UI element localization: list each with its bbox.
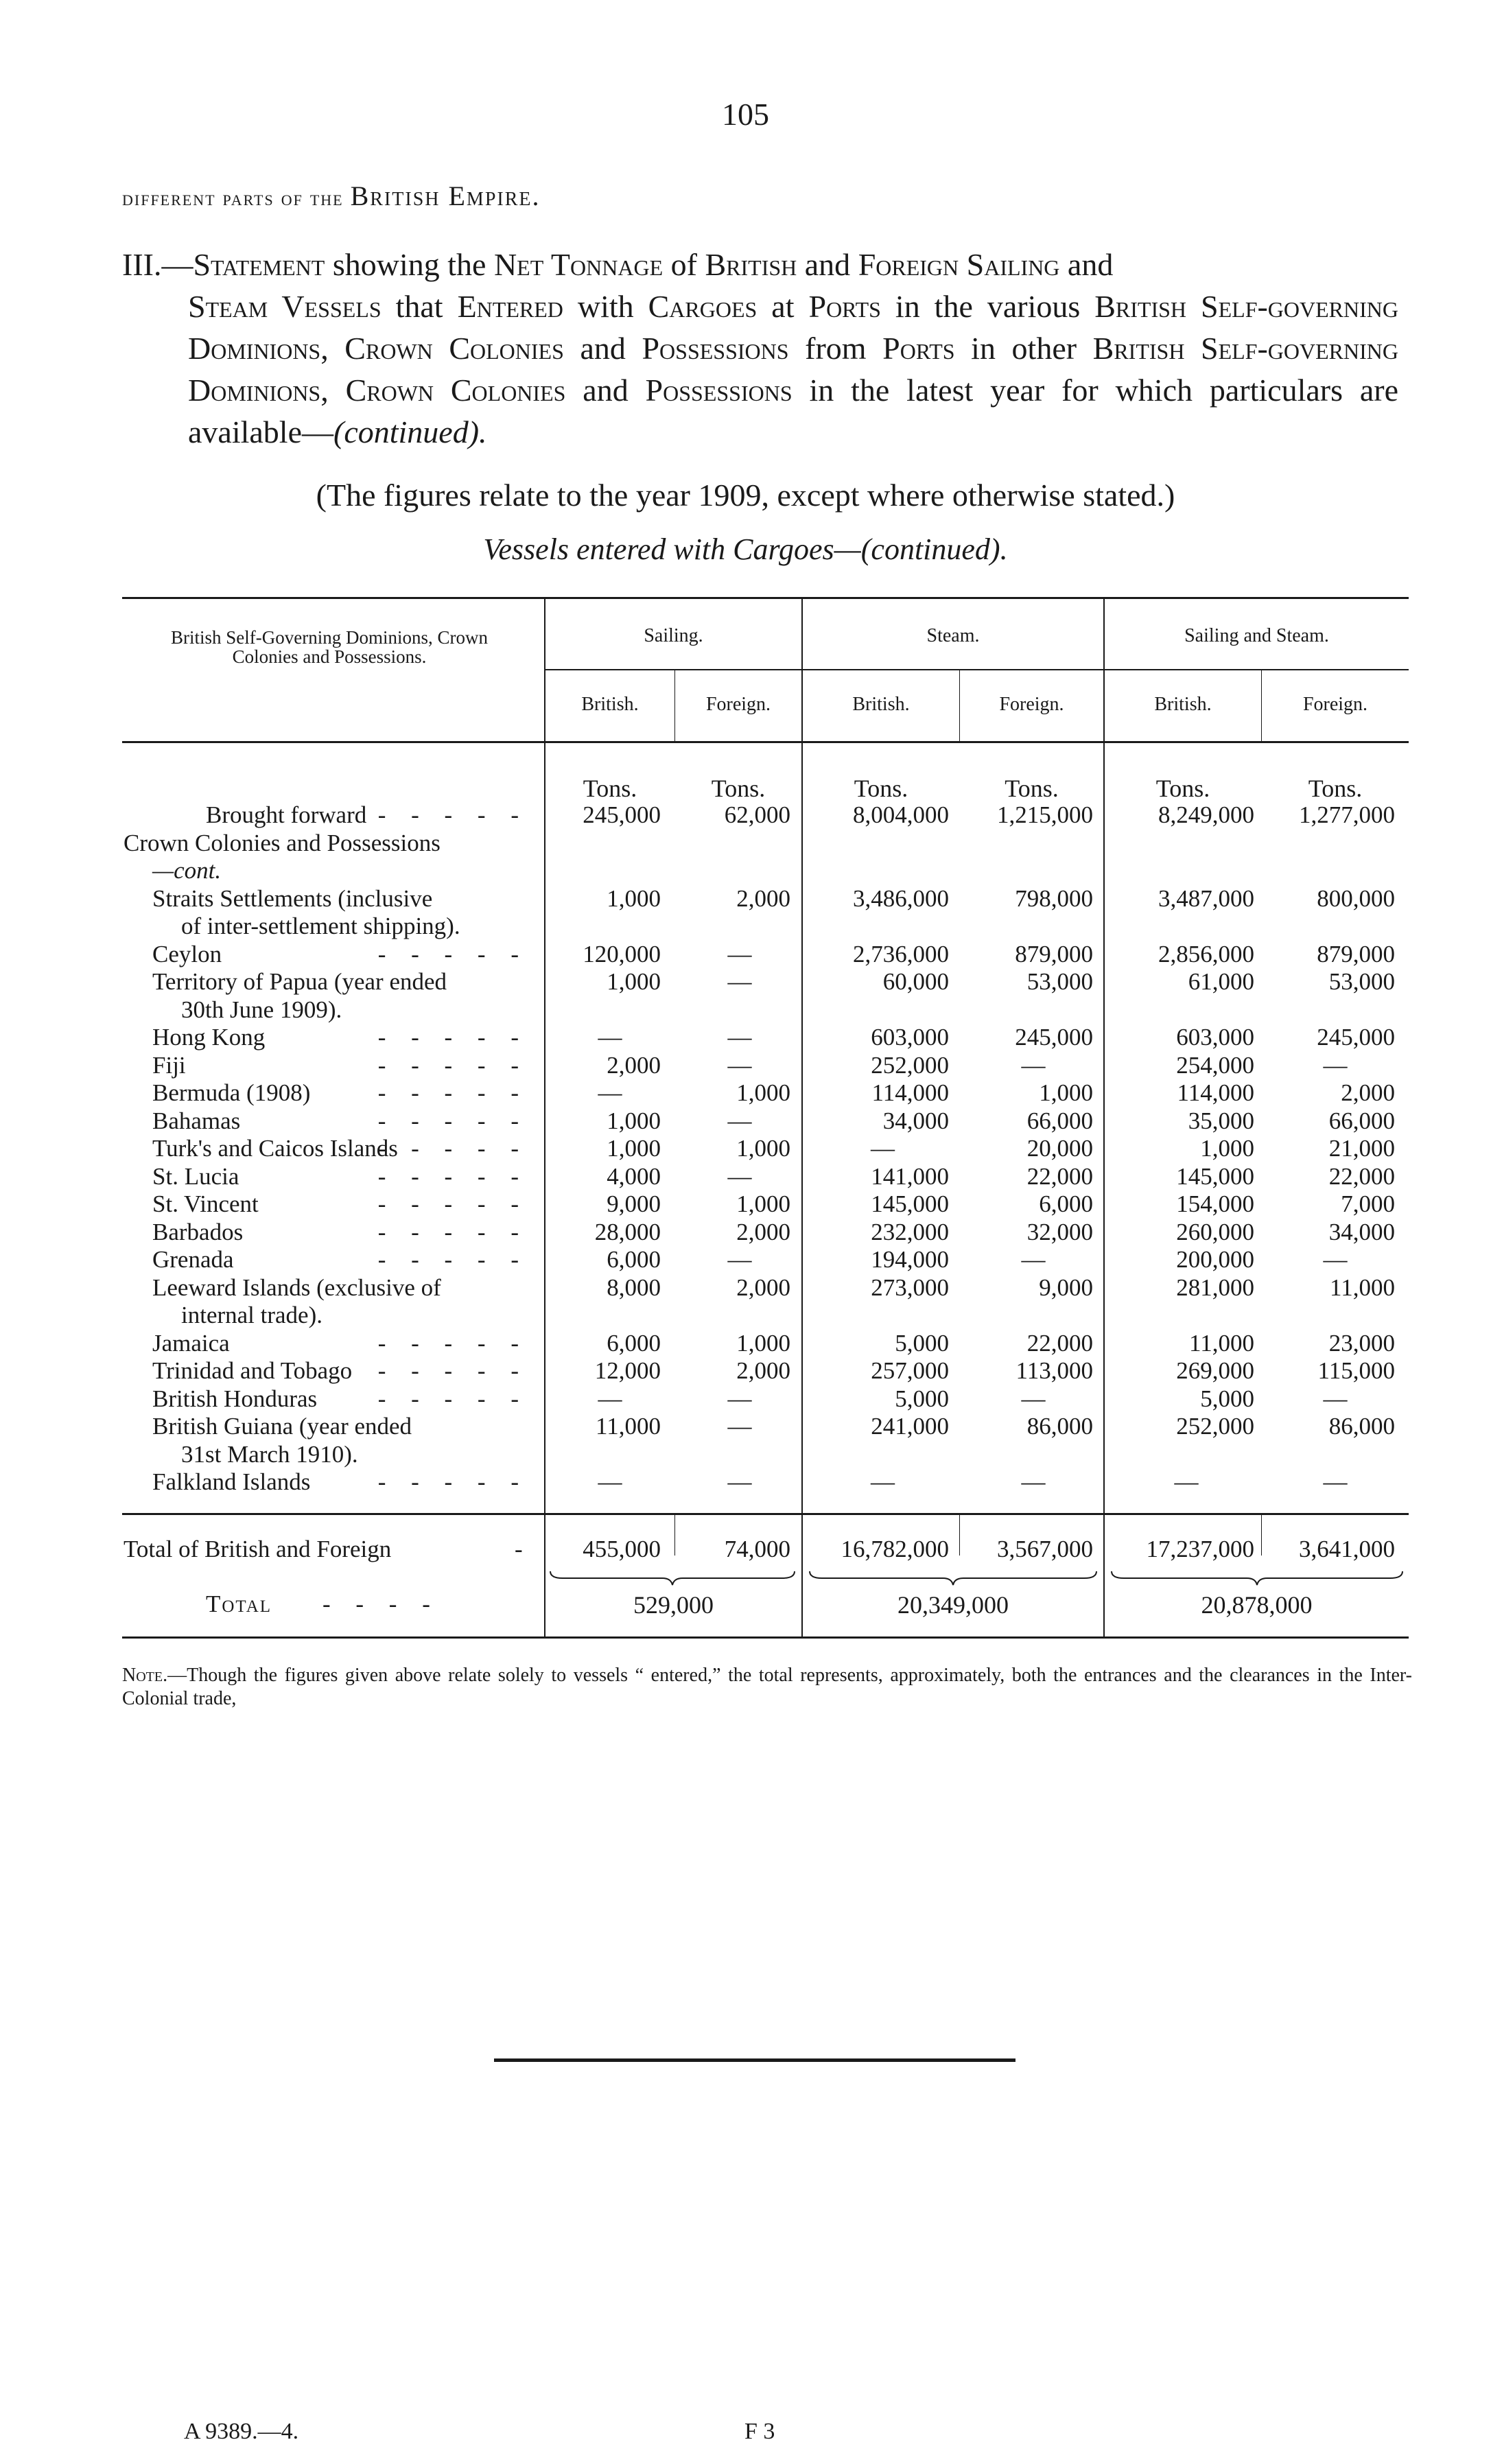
row-label: Grenada [152, 1246, 234, 1273]
row-label-continuation: 30th June 1909). [181, 996, 342, 1023]
table-cell: 32,000 [1026, 1218, 1093, 1245]
table-cell: 281,000 [1176, 1274, 1254, 1301]
row-label: British Honduras [152, 1385, 318, 1412]
table-cell: 1,000 [736, 1190, 790, 1217]
heading-part: Net Tonnage [493, 247, 664, 282]
group-header-steam: Steam. [926, 625, 980, 646]
table-cell: 1,277,000 [1299, 801, 1395, 828]
table-cell: — [1021, 1051, 1046, 1079]
table-cell: 254,000 [1176, 1051, 1254, 1079]
table-cell: — [727, 1385, 752, 1412]
heading-part: and [563, 331, 642, 366]
heading-part: and [1059, 247, 1114, 282]
table-cell: 8,004,000 [853, 801, 949, 828]
table-cell: — [598, 1079, 622, 1106]
table-cell: 798,000 [1015, 884, 1093, 912]
unit-label: Tons. [854, 775, 908, 802]
table-cell: 5,000 [1200, 1385, 1254, 1412]
unit-label: Tons. [583, 775, 637, 802]
unit-label: Tons. [1155, 775, 1210, 802]
row-leader: - - - - - [377, 1135, 528, 1162]
table-cell: 800,000 [1317, 884, 1395, 912]
row-leader: - - - - - [377, 940, 528, 967]
table-cell: 61,000 [1188, 968, 1254, 995]
row-label: St. Lucia [152, 1162, 239, 1190]
total-foreign-steam-foreign: 3,567,000 [997, 1536, 1093, 1562]
row-leader: - - - - - [377, 1051, 528, 1079]
heading-part: in the various [880, 289, 1095, 324]
row-leader: - - - - - [377, 1246, 528, 1273]
row-leader: - - - - - [377, 1329, 528, 1357]
table-cell: 2,856,000 [1158, 940, 1254, 967]
heading-part: in other [954, 331, 1093, 366]
heading-part: Steam Vessels [188, 289, 381, 324]
table-cell: 86,000 [1026, 1413, 1093, 1440]
signature-right: F 3 [744, 2419, 775, 2444]
table-cell: 2,736,000 [853, 940, 949, 967]
table-cell: 3,486,000 [853, 884, 949, 912]
heading-part: from [788, 331, 883, 366]
table-cell: 245,000 [1015, 1024, 1093, 1051]
row-leader: - - - - [322, 1591, 440, 1617]
row-label-continuation: of inter-settlement shipping). [181, 913, 460, 939]
table-cell: 2,000 [736, 884, 790, 912]
table-cell: — [1021, 1246, 1046, 1273]
row-leader: - [515, 1536, 532, 1562]
subcol-header: Foreign. [1302, 694, 1368, 715]
subcol-header: Foreign. [705, 694, 771, 715]
table-cell: 1,000 [607, 1135, 661, 1162]
row-leader: - - - - - [377, 1218, 528, 1245]
heading-part: and [797, 247, 858, 282]
table-cell: 11,000 [596, 1413, 661, 1440]
table-cell: 6,000 [607, 1246, 661, 1273]
table-cell: 60,000 [882, 968, 949, 995]
table-bottom-rule [122, 1636, 1409, 1639]
table-cell: 5,000 [895, 1385, 949, 1412]
row-label: Fiji [152, 1051, 186, 1079]
table-cell: 22,000 [1026, 1162, 1093, 1190]
table-cell: — [871, 1468, 895, 1495]
table-cell: 53,000 [1026, 968, 1093, 995]
table-cell: 194,000 [871, 1246, 949, 1273]
total-foreign-label: Total of British and Foreign [124, 1536, 392, 1562]
subcol-header: British. [852, 694, 910, 715]
heading-part: and [565, 373, 646, 408]
table-cell: 86,000 [1328, 1413, 1395, 1440]
heading-part: that [381, 289, 458, 324]
table-cell: 1,000 [607, 968, 661, 995]
unit-label: Tons. [1308, 775, 1363, 802]
row-label: Territory of Papua (year ended [152, 968, 447, 995]
table-cell: 66,000 [1026, 1107, 1093, 1134]
table-cell: 2,000 [736, 1274, 790, 1301]
heading-part: of [663, 247, 705, 282]
table-cell: 9,000 [607, 1190, 661, 1217]
table-cell: — [727, 1051, 752, 1079]
group-header-sailing-and-steam: Sailing and Steam. [1184, 625, 1329, 646]
heading-part: Possessions [642, 331, 789, 366]
row-label: Brought forward [206, 801, 367, 828]
table-cell: 22,000 [1026, 1329, 1093, 1357]
heading-part: British Self-governing Dominions, Crown Colonies [188, 289, 1399, 366]
row-label: Turk's and Caicos Islands [152, 1135, 398, 1162]
running-head [122, 180, 541, 212]
table-cell: 232,000 [871, 1218, 949, 1245]
row-label: Straits Settlements (inclusive [152, 884, 433, 912]
table-cell: 2,000 [1341, 1079, 1395, 1106]
table-top-rule [122, 597, 1409, 599]
grand-total-label: Total [206, 1591, 272, 1617]
row-leader: - - - - - [377, 1190, 528, 1217]
table-cell: 8,249,000 [1158, 801, 1254, 828]
table-cell: 141,000 [871, 1162, 949, 1190]
unit-label: Tons. [1005, 775, 1059, 802]
table-cell: — [1021, 1385, 1046, 1412]
table-cell: 113,000 [1015, 1357, 1093, 1384]
grand-total-steam: 20,349,000 [897, 1591, 1009, 1619]
table-cell: — [598, 1385, 622, 1412]
table-cell: 603,000 [1176, 1024, 1254, 1051]
table-cell: 603,000 [871, 1024, 949, 1051]
table-cell: 145,000 [1176, 1162, 1254, 1190]
table-cell: — [598, 1468, 622, 1495]
table-cell: — [727, 1107, 752, 1134]
row-label: Barbados [152, 1218, 244, 1245]
signature-left: A 9389.—4. [184, 2419, 299, 2444]
table-cell: 879,000 [1015, 940, 1093, 967]
table-cell: 241,000 [871, 1413, 949, 1440]
heading-part: Possessions [645, 373, 793, 408]
row-leader: - - - - - [377, 1079, 528, 1106]
table-cell: 1,000 [736, 1079, 790, 1106]
subcol-header: Foreign. [999, 694, 1064, 715]
table-cell: 1,000 [607, 1107, 661, 1134]
table-cell: 6,000 [1039, 1190, 1093, 1217]
table-cell: — [727, 940, 752, 967]
table-cell: 20,000 [1026, 1135, 1093, 1162]
table-cell: 6,000 [607, 1329, 661, 1357]
table-cell: 34,000 [882, 1107, 949, 1134]
table-cell: 23,000 [1328, 1329, 1395, 1357]
row-label: Ceylon [152, 940, 222, 967]
group-header-sailing: Sailing. [644, 625, 703, 646]
table-cell: 66,000 [1328, 1107, 1395, 1134]
table-cell: — [598, 1024, 622, 1051]
table-cell: 34,000 [1328, 1218, 1395, 1245]
table-cell: — [727, 1162, 752, 1190]
heading-part: III.—Statement [122, 247, 325, 282]
footnote-lead: Note. [122, 1665, 168, 1686]
heading-part: Ports [882, 331, 955, 366]
table-cell: — [1323, 1051, 1348, 1079]
row-label: Bermuda (1908) [152, 1079, 311, 1106]
table-cell: 21,000 [1328, 1135, 1395, 1162]
table-cell: — [727, 1413, 752, 1440]
table-cell: 269,000 [1176, 1357, 1254, 1384]
header-mid-rule [544, 669, 1409, 670]
row-label: Hong Kong [152, 1024, 266, 1051]
table-cell: 1,215,000 [997, 801, 1093, 828]
table-cell: 115,000 [1317, 1357, 1395, 1384]
scope-note: (The figures relate to the year 1909, except where otherwise stated.) [316, 478, 1175, 513]
table-cell: 154,000 [1176, 1190, 1254, 1217]
table-cell: — [1021, 1468, 1046, 1495]
table-cell: 252,000 [871, 1051, 949, 1079]
table-cell: 53,000 [1328, 968, 1395, 995]
table-cell: 1,000 [607, 884, 661, 912]
table-cell: 9,000 [1039, 1274, 1093, 1301]
table-cell: 114,000 [871, 1079, 949, 1106]
row-leader: - - - - - [377, 1468, 528, 1495]
table-cell: 200,000 [1176, 1246, 1254, 1273]
running-head-part2: British Empire. [350, 180, 541, 211]
table-cell: 1,000 [1039, 1079, 1093, 1106]
unit-label: Tons. [711, 775, 766, 802]
row-leader: - - - - - [377, 1162, 528, 1190]
table-cell: — [1174, 1468, 1199, 1495]
closing-rule [494, 2058, 1015, 2062]
table-cell: 8,000 [607, 1274, 661, 1301]
total-foreign-steam-british: 16,782,000 [841, 1536, 949, 1562]
footnote-text: —Though the figures given above relate solely to vessels “ entered,” the total represents, approximately, both the entrances and the clearances in the Inter-Colonial trade, [122, 1665, 1412, 1709]
row-label-continuation: internal trade). [181, 1302, 323, 1328]
row-label: Bahamas [152, 1107, 241, 1134]
heading-part: Entered [457, 289, 563, 324]
table-cell: 11,000 [1189, 1329, 1254, 1357]
table-cell: 12,000 [594, 1357, 661, 1384]
row-label: St. Vincent [152, 1190, 259, 1217]
table-cell: 2,000 [736, 1357, 790, 1384]
table-cell: 245,000 [1317, 1024, 1395, 1051]
table-cell: 1,000 [1200, 1135, 1254, 1162]
table-cell: 2,000 [607, 1051, 661, 1079]
brace-sailing [549, 1570, 796, 1586]
table-cell: — [727, 1246, 752, 1273]
table-cell: 11,000 [1330, 1274, 1395, 1301]
row-leader: - - - - - [377, 1357, 528, 1384]
row-label: Jamaica [152, 1329, 230, 1357]
table-cell: 28,000 [594, 1218, 661, 1245]
table-cell: 3,487,000 [1158, 884, 1254, 912]
table-cell: 35,000 [1188, 1107, 1254, 1134]
row-label: Falkland Islands [152, 1468, 311, 1495]
document-heading [122, 244, 1398, 453]
table-cell: 4,000 [607, 1162, 661, 1190]
heading-part: Foreign Sailing [858, 247, 1060, 282]
heading-part: in the latest year for which particulars are available— [188, 373, 1398, 449]
table-cell: 145,000 [871, 1190, 949, 1217]
heading-part: British Self-governing Dominions, Crown Colonies [188, 331, 1399, 408]
row-label: Trinidad and Tobago [152, 1357, 353, 1384]
table-cell: — [1323, 1246, 1348, 1273]
table-cell: — [1323, 1385, 1348, 1412]
row-label: British Guiana (year ended [152, 1413, 412, 1440]
header-label: British Self-Governing Dominions, Crown Colonies and Possessions. [171, 627, 488, 667]
table-subtitle: Vessels entered with Cargoes—(continued). [483, 532, 1008, 566]
heading-part: showing the [325, 247, 494, 282]
table-cell: 252,000 [1176, 1413, 1254, 1440]
row-label: Leeward Islands (exclusive of [152, 1274, 441, 1301]
row-leader: - - - - - [377, 1107, 528, 1134]
total-foreign-both-foreign: 3,641,000 [1299, 1536, 1395, 1562]
row-leader: - - - - - [377, 801, 528, 828]
heading-part: British [705, 247, 797, 282]
table-cell: 62,000 [724, 801, 790, 828]
total-foreign-both-british: 17,237,000 [1146, 1536, 1254, 1562]
table-cell: — [1323, 1468, 1348, 1495]
row-label-continuation: —cont. [152, 857, 222, 884]
grand-total-sailing-and-steam: 20,878,000 [1201, 1591, 1313, 1619]
total-foreign-sailing-foreign: 74,000 [724, 1536, 790, 1562]
heading-part: (continued). [333, 414, 487, 449]
table-cell: — [871, 1135, 895, 1162]
header-bottom-rule [122, 741, 1409, 743]
table-cell: 879,000 [1317, 940, 1395, 967]
table-cell: 245,000 [583, 801, 661, 828]
table-cell: 1,000 [736, 1135, 790, 1162]
row-leader: - - - - - [377, 1385, 528, 1412]
row-label-continuation: 31st March 1910). [181, 1440, 358, 1468]
table-cell: 114,000 [1177, 1079, 1254, 1106]
running-head-part1: different parts of the [122, 185, 351, 210]
footnote [122, 1664, 1412, 1711]
heading-continuation [122, 285, 1398, 453]
page-number: 105 [722, 97, 769, 132]
table-cell: 257,000 [871, 1357, 949, 1384]
total-foreign-sailing-british: 455,000 [583, 1536, 661, 1562]
subcol-header: British. [1154, 694, 1212, 715]
heading-part: Cargoes [648, 289, 758, 324]
heading-part: at [757, 289, 809, 324]
table-cell: — [727, 968, 752, 995]
table-cell: 2,000 [736, 1218, 790, 1245]
brace-sailing-and-steam [1110, 1570, 1404, 1586]
table-cell: 5,000 [895, 1329, 949, 1357]
table-cell: 1,000 [736, 1329, 790, 1357]
grand-total-sailing: 529,000 [633, 1591, 714, 1619]
heading-part: Ports [808, 289, 881, 324]
table-cell: 273,000 [871, 1274, 949, 1301]
subcol-header: British. [581, 694, 639, 715]
row-label: Crown Colonies and Possessions [124, 829, 441, 856]
table-cell: 22,000 [1328, 1162, 1395, 1190]
table-cell: — [727, 1468, 752, 1495]
table-cell: — [727, 1024, 752, 1051]
table-cell: 120,000 [583, 940, 661, 967]
brace-steam [808, 1570, 1098, 1586]
row-leader: - - - - - [377, 1024, 528, 1051]
table-cell: 7,000 [1341, 1190, 1395, 1217]
total-top-rule [122, 1513, 1409, 1515]
heading-part: with [563, 289, 648, 324]
table-cell: 260,000 [1176, 1218, 1254, 1245]
